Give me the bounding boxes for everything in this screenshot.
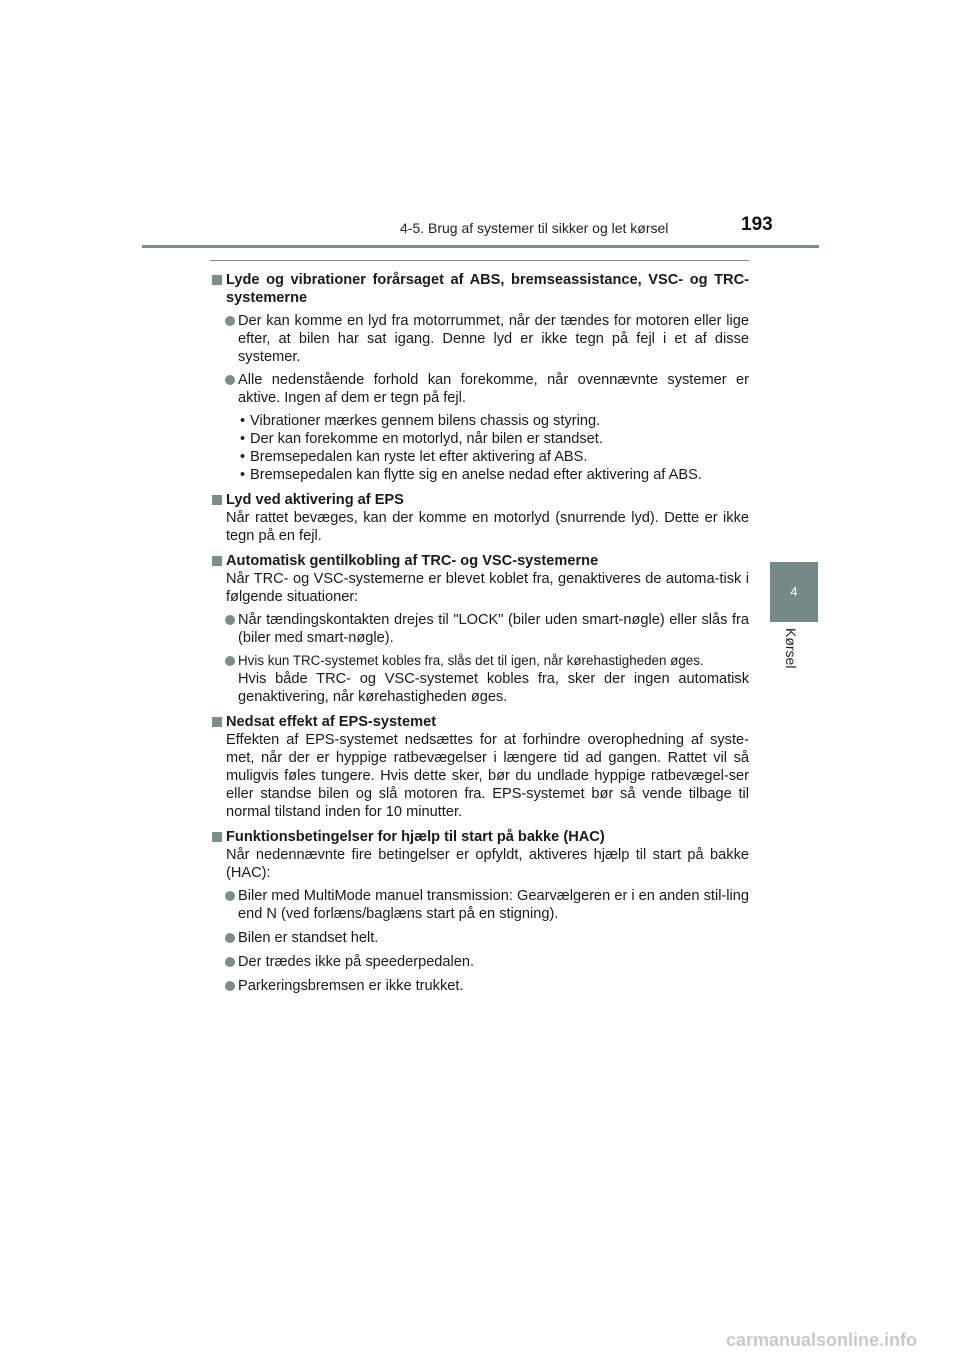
list-item xyxy=(212,887,749,923)
list-item-text: Når tændingskontakten drejes til "LOCK" (biler uden smart-nøgle) eller slås fra (biler med smart-nøgle). xyxy=(238,612,749,646)
list-item-text: Biler med MultiMode manuel transmission: Gearvælgeren er i en anden stil-ling end N (ved forlæns/baglæns start på en stigning). xyxy=(238,888,750,922)
list-item-text-continued: Hvis både TRC- og VSC-systemet kobles fra, sker der ingen automatisk genaktivering, når kørehastigheden øges. xyxy=(238,671,749,705)
square-bullet-icon xyxy=(212,832,222,842)
page-content xyxy=(212,264,749,995)
watermark: carmanualsonline.info xyxy=(726,1330,918,1350)
section-heading xyxy=(212,713,749,731)
sub-list-item xyxy=(212,412,749,430)
list-item xyxy=(212,652,749,706)
round-bullet-icon xyxy=(225,981,235,991)
chapter-tab-label xyxy=(770,624,818,684)
sub-list-item xyxy=(212,466,749,484)
round-bullet-icon xyxy=(225,656,235,666)
small-dot-icon: • xyxy=(240,431,246,447)
small-dot-icon: • xyxy=(240,413,246,429)
square-bullet-icon xyxy=(212,495,222,505)
list-item-text: Der trædes ikke på speederpedalen. xyxy=(238,954,475,970)
section-hac-conditions xyxy=(212,828,749,995)
section-heading-text: Funktionsbetingelser for hjælp til start på bakke (HAC) xyxy=(226,829,605,845)
list-item-text: Parkeringsbremsen er ikke trukket. xyxy=(238,978,464,994)
round-bullet-icon xyxy=(225,933,235,943)
section-paragraph: Når rattet bevæges, kan der komme en motorlyd (snurrende lyd). Dette er ikke tegn på en fejl. xyxy=(226,510,749,544)
chapter-tab-number: 4 xyxy=(790,584,798,599)
section-heading-text: Automatisk gentilkobling af TRC- og VSC-systemerne xyxy=(226,553,599,569)
chapter-tab[interactable] xyxy=(770,562,818,622)
section-paragraph: Effekten af EPS-systemet nedsættes for at forhindre overophedning af syste-met, når der er hyppige ratbevægelser i længere tid ad gangen. Rattet vil så muligvis føles tungere. Hvis dette sker, bør du undlade hyppige ratbevægel-ser eller standse bilen og slå motoren fra. EPS-systemet bør så vende tilbage til normal tilstand inden for 10 minutter. xyxy=(226,732,749,820)
list-item xyxy=(212,371,749,407)
sub-list-item xyxy=(212,448,749,466)
list-item xyxy=(212,953,749,971)
content-top-rule xyxy=(210,260,749,261)
section-heading-text: Nedsat effekt af EPS-systemet xyxy=(226,714,437,730)
section-abs-sounds xyxy=(212,271,749,484)
page-number: 193 xyxy=(741,214,773,235)
list-item xyxy=(212,611,749,647)
section-heading xyxy=(212,552,749,570)
section-eps-sound xyxy=(212,491,749,545)
list-item-text: Hvis kun TRC-systemet kobles fra, slås det til igen, når kørehastigheden øges. xyxy=(238,653,704,668)
round-bullet-icon xyxy=(225,316,235,326)
square-bullet-icon xyxy=(212,275,222,285)
heading-line-1: Lyde og vibrationer forårsaget af ABS, bremseassistance, VSC- og TRC- xyxy=(226,272,749,288)
sub-item-text: Der kan forekomme en motorlyd, når bilen er standset. xyxy=(250,431,603,447)
list-item xyxy=(212,977,749,995)
section-trc-vsc-reactivation xyxy=(212,552,749,706)
chapter-title: 4-5. Brug af systemer til sikker og let kørsel xyxy=(400,220,669,236)
small-dot-icon: • xyxy=(240,467,246,483)
section-paragraph: Når nedennævnte fire betingelser er opfyldt, aktiveres hjælp til start på bakke (HAC): xyxy=(226,847,749,881)
sub-item-text: Bremsepedalen kan flytte sig en anelse nedad efter aktivering af ABS. xyxy=(250,467,702,483)
section-eps-reduced xyxy=(212,713,749,821)
sub-list xyxy=(212,412,749,484)
list-item-text: Der kan komme en lyd fra motorrummet, når der tændes for motoren eller lige efter, at bilen har sat igang. Denne lyd er ikke tegn på fejl i et af disse systemer. xyxy=(238,313,749,365)
round-bullet-icon xyxy=(225,375,235,385)
round-bullet-icon xyxy=(225,957,235,967)
list-item-text: Bilen er standset helt. xyxy=(238,930,379,946)
list-item xyxy=(212,929,749,947)
section-heading xyxy=(212,271,749,307)
sub-list-item xyxy=(212,430,749,448)
heading-line-2: systemerne xyxy=(226,290,308,306)
list-item-text: Alle nedenstående forhold kan forekomme, når ovennævnte systemer er aktive. Ingen af dem er tegn på fejl. xyxy=(238,372,749,406)
section-heading-text: Lyd ved aktivering af EPS xyxy=(226,492,404,508)
section-paragraph: Når TRC- og VSC-systemerne er blevet koblet fra, genaktiveres de automa-tisk i følgende situationer: xyxy=(226,571,749,605)
header-rule xyxy=(142,245,819,248)
list-item xyxy=(212,312,749,366)
round-bullet-icon xyxy=(225,891,235,901)
section-heading xyxy=(212,491,749,509)
sub-item-text: Vibrationer mærkes gennem bilens chassis og styring. xyxy=(250,413,601,429)
round-bullet-icon xyxy=(225,615,235,625)
section-heading xyxy=(212,828,749,846)
sub-item-text: Bremsepedalen kan ryste let efter aktivering af ABS. xyxy=(250,449,588,465)
square-bullet-icon xyxy=(212,717,222,727)
chapter-tab-label-text: Kørsel xyxy=(783,628,799,669)
square-bullet-icon xyxy=(212,556,222,566)
small-dot-icon: • xyxy=(240,449,246,465)
